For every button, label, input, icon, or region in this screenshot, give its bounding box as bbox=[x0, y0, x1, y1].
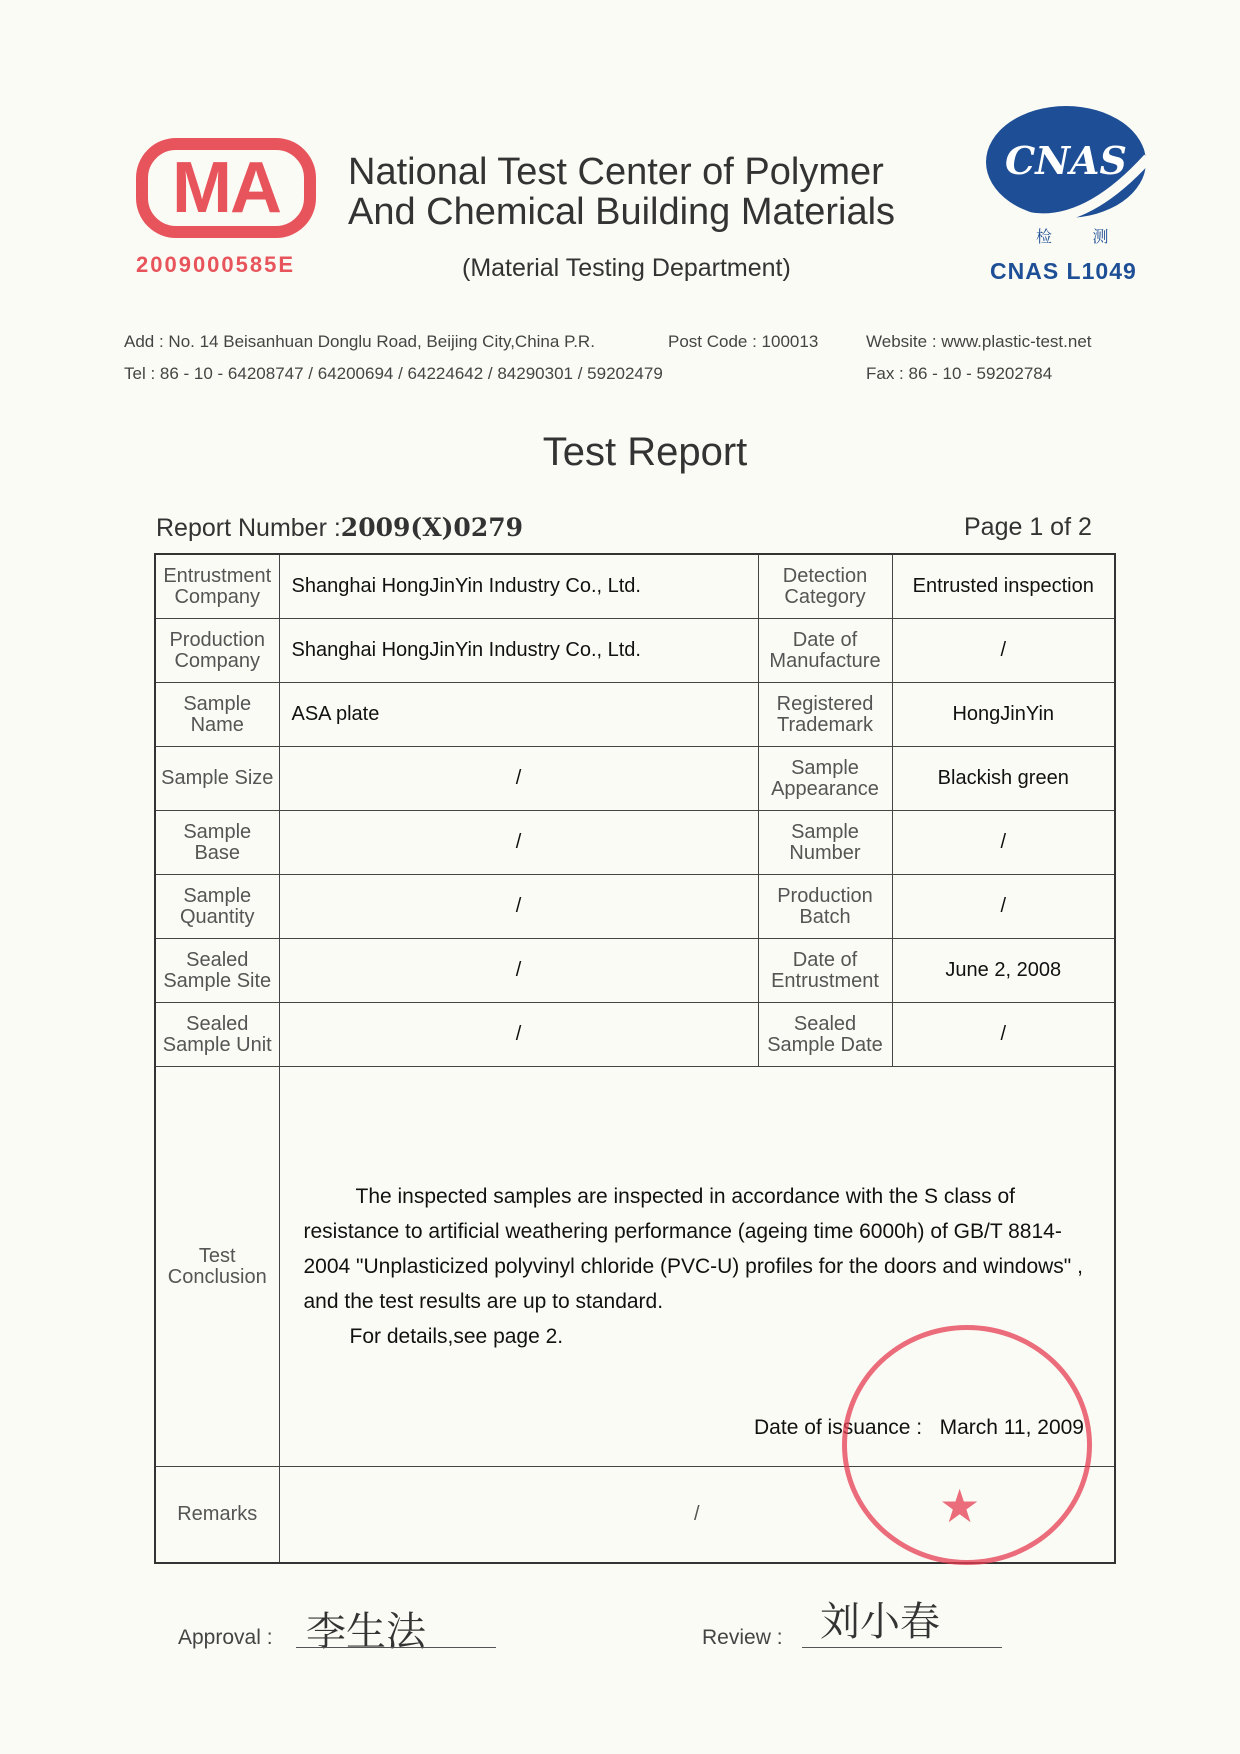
approval-line bbox=[296, 1647, 496, 1648]
field-label: Production Batch bbox=[758, 875, 892, 939]
cnas-logo bbox=[978, 100, 1156, 226]
address: Add : No. 14 Beisanhuan Donglu Road, Beijing City,China P.R. bbox=[124, 332, 595, 351]
table-row bbox=[155, 619, 1115, 683]
field-label: Sample Number bbox=[758, 811, 892, 875]
fax: Fax : 86 - 10 - 59202784 bbox=[866, 364, 1053, 383]
field-label: Sealed Sample Site bbox=[155, 939, 279, 1003]
field-value: Entrusted inspection bbox=[892, 554, 1115, 619]
remarks-label: Remarks bbox=[155, 1467, 279, 1563]
telephone: Tel : 86 - 10 - 64208747 / 64200694 / 64224642 / 84290301 / 59202479 bbox=[124, 364, 663, 383]
field-value: Shanghai HongJinYin Industry Co., Ltd. bbox=[279, 554, 758, 619]
field-value: / bbox=[892, 811, 1115, 875]
official-seal-stamp bbox=[842, 1325, 1092, 1565]
field-label: Entrustment Company bbox=[155, 554, 279, 619]
table-row bbox=[155, 875, 1115, 939]
org-line-2: And Chemical Building Materials bbox=[348, 191, 896, 233]
field-label: Date of Manufacture bbox=[758, 619, 892, 683]
field-label: Detection Category bbox=[758, 554, 892, 619]
field-label: Sample Quantity bbox=[155, 875, 279, 939]
field-value: Shanghai HongJinYin Industry Co., Ltd. bbox=[279, 619, 758, 683]
table-row bbox=[155, 747, 1115, 811]
field-value: / bbox=[279, 811, 758, 875]
issuance-label: Date of issuance : bbox=[754, 1416, 923, 1439]
table-row bbox=[155, 939, 1115, 1003]
website: Website : www.plastic-test.net bbox=[866, 332, 1092, 351]
approval-signature: 李生法 bbox=[306, 1609, 426, 1655]
cnas-code: CNAS L1049 bbox=[990, 258, 1137, 284]
post-code: Post Code : 100013 bbox=[668, 332, 819, 351]
table-row bbox=[155, 1003, 1115, 1067]
star-icon: ★ bbox=[939, 1480, 981, 1532]
field-label: Sealed Sample Date bbox=[758, 1003, 892, 1067]
field-label: Registered Trademark bbox=[758, 683, 892, 747]
department: (Material Testing Department) bbox=[462, 254, 791, 282]
table-row bbox=[155, 811, 1115, 875]
field-value: Blackish green bbox=[892, 747, 1115, 811]
page-indicator: Page 1 of 2 bbox=[964, 513, 1092, 541]
conclusion-text: The inspected samples are inspected in accordance with the S class of resistance to artificial weathering performance (ageing time 6000h) of GB/T 8814-2004 "Unplasticized polyvinyl chloride (PVC-U) profiles for the doors and windows" , and the test results are up to standard. bbox=[303, 1185, 1083, 1313]
report-title: Test Report bbox=[542, 430, 748, 474]
field-value: / bbox=[892, 1003, 1115, 1067]
cnas-chinese-label: 检 测 bbox=[1036, 229, 1127, 246]
field-label: Sample Appearance bbox=[758, 747, 892, 811]
field-value: / bbox=[279, 875, 758, 939]
field-label: Sample Name bbox=[155, 683, 279, 747]
field-label: Sample Base bbox=[155, 811, 279, 875]
approval-label: Approval : bbox=[178, 1626, 273, 1649]
field-value: ASA plate bbox=[279, 683, 758, 747]
field-value: HongJinYin bbox=[892, 683, 1115, 747]
field-value: / bbox=[892, 619, 1115, 683]
table-row bbox=[155, 554, 1115, 619]
conclusion-label: Test Conclusion bbox=[155, 1067, 279, 1467]
report-number bbox=[156, 513, 523, 543]
org-line-1: National Test Center of Polymer bbox=[348, 151, 884, 193]
cma-code: 2009000585E bbox=[136, 252, 296, 277]
table-row bbox=[155, 683, 1115, 747]
organization-name bbox=[348, 152, 895, 232]
field-value: / bbox=[279, 939, 758, 1003]
review-signature: 刘小春 bbox=[820, 1599, 940, 1645]
field-value: / bbox=[892, 875, 1115, 939]
field-value: / bbox=[279, 1003, 758, 1067]
report-number-label: Report Number : bbox=[156, 514, 341, 542]
issuance-value: March 11, 2009 bbox=[939, 1416, 1084, 1439]
conclusion-details: For details,see page 2. bbox=[349, 1325, 564, 1348]
field-label: Date of Entrustment bbox=[758, 939, 892, 1003]
report-number-value: 2009(X)0279 bbox=[340, 513, 524, 542]
field-label: Sample Size bbox=[155, 747, 279, 811]
field-value: / bbox=[279, 747, 758, 811]
field-value: June 2, 2008 bbox=[892, 939, 1115, 1003]
review-label: Review : bbox=[702, 1626, 783, 1649]
field-label: Sealed Sample Unit bbox=[155, 1003, 279, 1067]
cnas-logo-text: CNAS bbox=[1005, 138, 1127, 183]
remarks-value: / bbox=[279, 1467, 1115, 1563]
review-line bbox=[802, 1647, 1002, 1648]
cma-logo: MA bbox=[136, 138, 316, 238]
field-label: Production Company bbox=[155, 619, 279, 683]
